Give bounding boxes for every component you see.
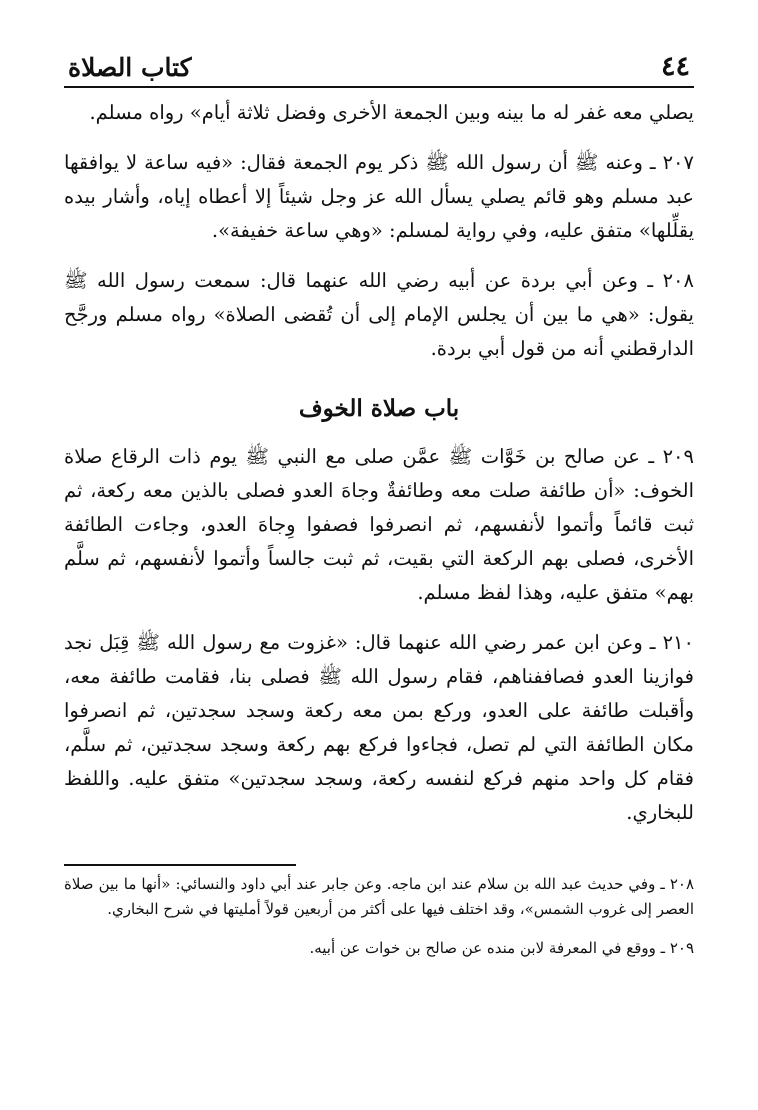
- page-number: ٤٤: [660, 51, 690, 82]
- footnote-divider: [64, 864, 296, 866]
- book-page: [64, 38, 694, 1090]
- paragraph-continuation: يصلي معه غفر له ما بينه وبين الجمعة الأخرى وفضل ثلاثة أيام» رواه مسلم.: [89, 101, 694, 124]
- footnote-208: ٢٠٨ ـ وفي حديث عبد الله بن سلام عند ابن ماجه. وعن جابر عند أبي داود والنسائي: «أنها ما بين صلاة العصر إلى غروب الشمس»، وقد اختلف فيها على أكثر من أربعين قولاً أمليتها في شرح البخاري.: [64, 875, 694, 918]
- page-header: [64, 38, 694, 88]
- footnotes: [64, 872, 694, 961]
- hadith-207: ٢٠٧ ـ وعنه ﷺ أن رسول الله ﷺ ذكر يوم الجمعة فقال: «فيه ساعة لا يوافقها عبد مسلم وهو قائم يصلي يسأل الله عز وجل شيئاً إلا أعطاه إياه، وأشار بيده يقلِّلها» متفق عليه، وفي رواية لمسلم: «وهي ساعة خفيفة».: [64, 151, 694, 242]
- hadith-208: ٢٠٨ ـ وعن أبي بردة عن أبيه رضي الله عنهما قال: سمعت رسول الله ﷺ يقول: «هي ما بين أن يجلس الإمام إلى أن تُقضى الصلاة» رواه مسلم ورجَّح الدارقطني أنه من قول أبي بردة.: [64, 269, 694, 360]
- footnote-209: ٢٠٩ ـ ووقع في المعرفة لابن منده عن صالح بن خوات عن أبيه.: [309, 939, 694, 957]
- hadith-209: ٢٠٩ ـ عن صالح بن خَوَّات ﷺ عمَّن صلى مع النبي ﷺ يوم ذات الرقاع صلاة الخوف: «أن طائفة صلت معه وطائفةٌ وجاهَ العدو فصلى بالذين معه ركعة، ثم ثبت قائماً وأتموا لأنفسهم، ثم انصرفوا فصفوا وِجاهَ العدو، وجاءت الطائفة الأخرى، فصلى بهم الركعة التي بقيت، ثم ثبت جالساً وأتموا لأنفسهم، ثم سلَّم بهم» متفق عليه، وهذا لفظ مسلم.: [64, 445, 694, 604]
- running-title: كتاب الصلاة: [68, 53, 192, 82]
- section-heading: باب صلاة الخوف: [298, 395, 460, 422]
- hadith-210: ٢١٠ ـ وعن ابن عمر رضي الله عنهما قال: «غزوت مع رسول الله ﷺ قِبَل نجد فوازينا العدو فصاففناهم، فقام رسول الله ﷺ فصلى بنا، فقامت طائفة معه، وأقبلت طائفة على العدو، وركع بمن معه ركعة وسجد سجدتين، ثم انصرفوا مكان الطائفة التي لم تصل، فجاءوا فركع بهم ركعة وسجد سجدتين، ثم سلَّم، فقام كل واحد منهم فركع لنفسه ركعة، وسجد سجدتين» متفق عليه. واللفظ للبخاري.: [64, 631, 694, 824]
